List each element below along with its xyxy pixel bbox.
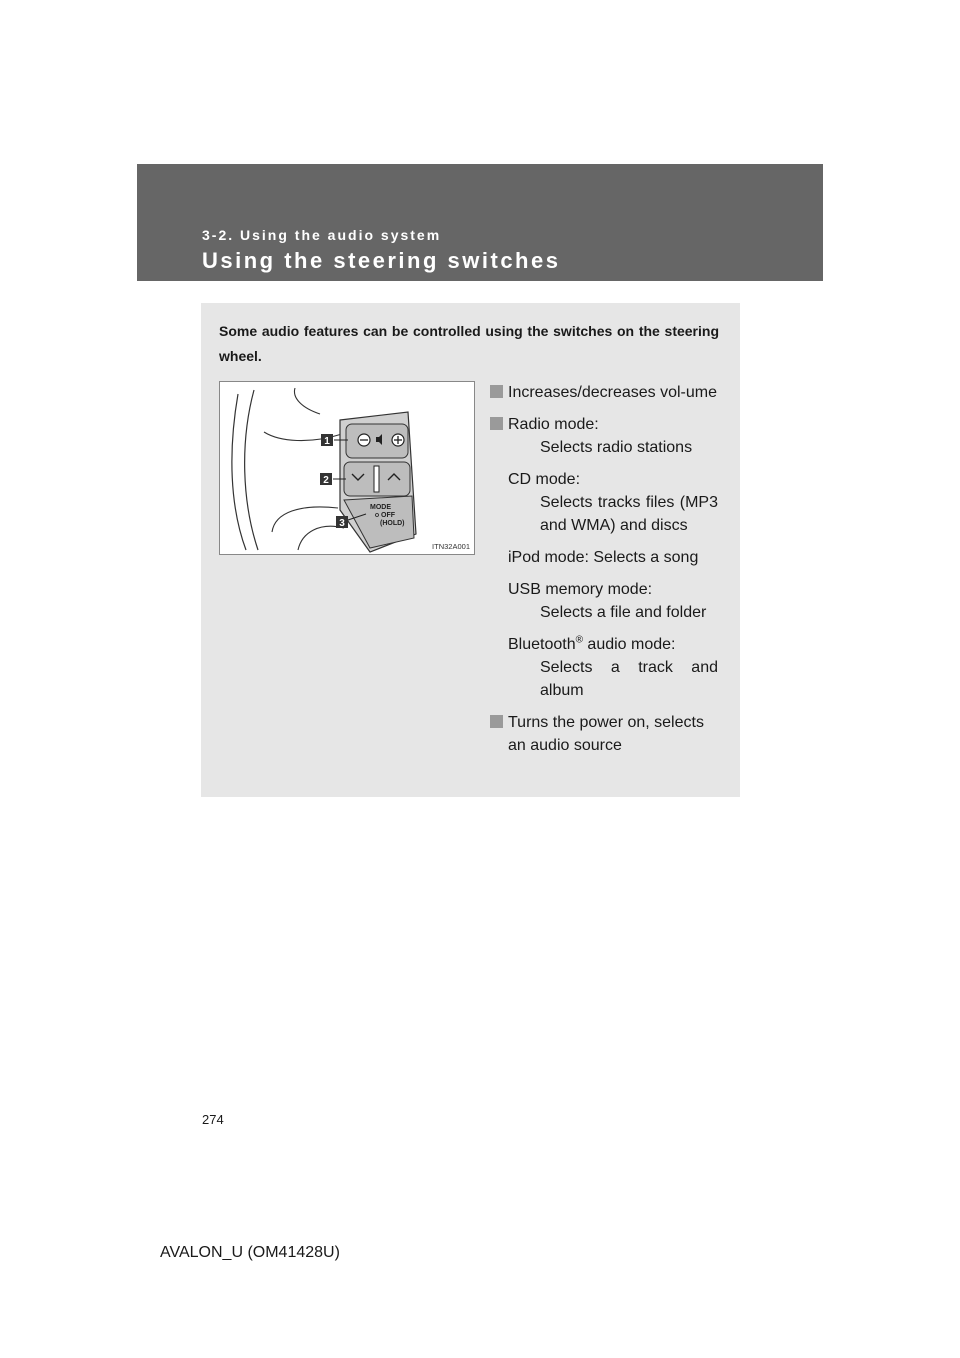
cd-mode-label: CD mode: (508, 471, 581, 488)
steering-switch-illustration (219, 381, 475, 555)
intro-text: Some audio features can be controlled using the switches on the steering wheel. (219, 323, 719, 364)
volume-function-text: Increases/decreases vol-ume (508, 384, 717, 401)
callout-1-label: 1 (324, 436, 330, 447)
section-header (137, 164, 823, 281)
power-function-text: Turns the power on, selects an audio source (508, 714, 704, 754)
off-label: OFF (381, 512, 395, 519)
radio-mode-label: Radio mode: (508, 416, 599, 433)
figure-code: ITN32A001 (432, 542, 470, 551)
bluetooth-mode-label (508, 633, 718, 656)
steering-wheel-drawing (220, 382, 474, 554)
usb-mode-label: USB memory mode: (508, 581, 653, 598)
ipod-mode-text: iPod mode: Selects a song (508, 549, 699, 566)
usb-mode-block (490, 578, 718, 624)
cd-mode-block (490, 468, 718, 537)
content-panel (201, 303, 740, 797)
usb-mode-desc: Selects a file and folder (540, 604, 707, 621)
callout-2-label: 2 (323, 475, 329, 486)
radio-mode-desc: Selects radio stations (540, 439, 693, 456)
bluetooth-mode-block (490, 633, 718, 702)
function-list (490, 381, 718, 757)
list-item (490, 381, 718, 404)
bluetooth-mode-desc: Selects a track and album (540, 659, 718, 699)
list-item (490, 413, 718, 459)
bluetooth-name: Bluetooth (508, 636, 576, 653)
footer-model-code: AVALON_U (OM41428U) (160, 1244, 340, 1261)
page-number: 274 (202, 1112, 224, 1127)
bullet-square-icon (490, 385, 503, 398)
list-item (490, 711, 718, 757)
callout-3-label: 3 (339, 518, 345, 529)
mode-label: MODE (370, 504, 391, 511)
hold-label: (HOLD) (380, 520, 405, 527)
page-title: Using the steering switches (202, 248, 561, 273)
registered-mark: ® (575, 634, 583, 646)
bullet-square-icon (490, 715, 503, 728)
bluetooth-mode-suffix: audio mode: (582, 636, 676, 653)
section-label: 3-2. Using the audio system (202, 227, 442, 243)
cd-mode-desc: Selects tracks files (MP3 and WMA) and discs (540, 494, 718, 534)
bullet-square-icon (490, 417, 503, 430)
